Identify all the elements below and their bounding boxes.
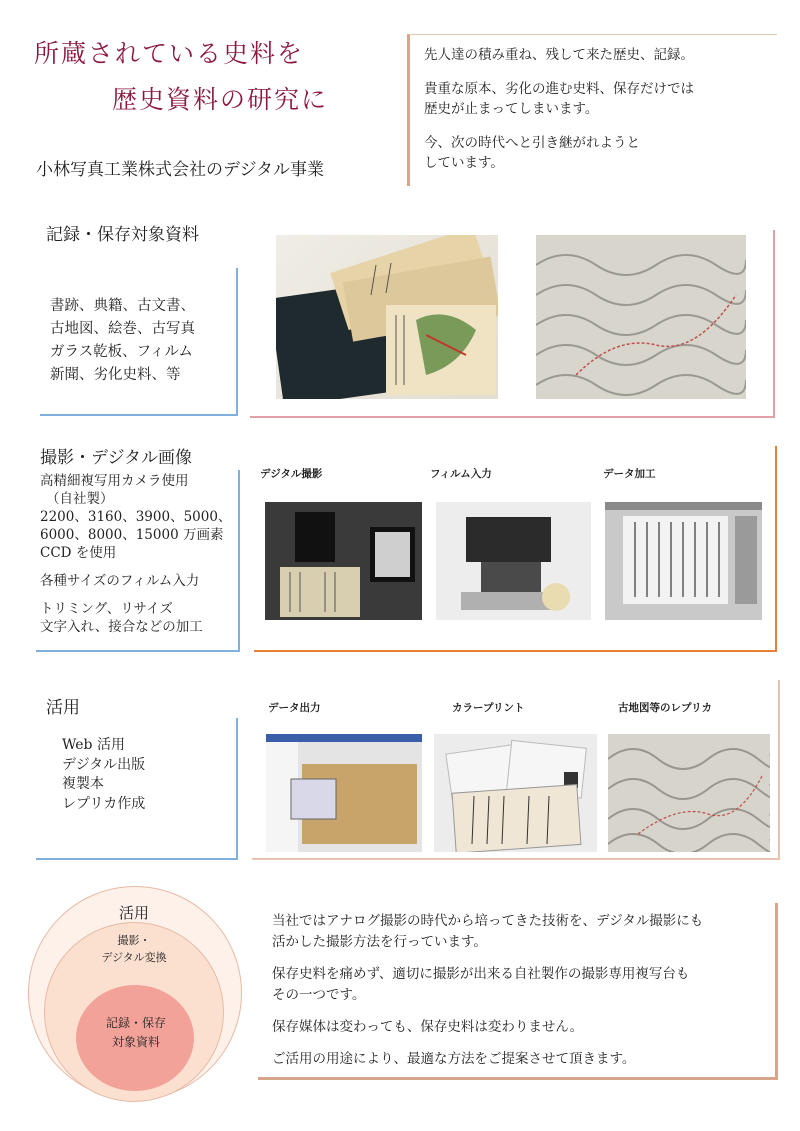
list-item: 文字入れ、接合などの加工 xyxy=(40,619,203,635)
list-item: 書跡、典籍、古文書、 xyxy=(50,298,195,314)
closing-paragraph: 保存史料を痛めず、適切に撮影が出来る自社製作の撮影専用複写台も その一つです。 xyxy=(272,966,690,1003)
diagram-middle-label-line2: デジタル変換 xyxy=(101,951,167,964)
page-title-line1: 所蔵されている史料を xyxy=(34,39,305,68)
photo-data-processing-screen xyxy=(605,502,762,620)
digital-list xyxy=(40,472,231,636)
intro-paragraph: 今、次の時代へと引き継がれようと しています。 xyxy=(424,135,640,171)
materials-list xyxy=(50,295,195,387)
photo-data-output-screen xyxy=(266,734,422,852)
caption-data-output: データ出力 xyxy=(268,702,321,714)
list-item: 複製本 xyxy=(62,776,104,792)
list-item: 高精細複写用カメラ使用 xyxy=(40,473,189,489)
photo-map-replica xyxy=(608,734,770,852)
caption-digital-shooting: デジタル撮影 xyxy=(260,468,323,480)
list-item: レプリカ作成 xyxy=(62,795,146,812)
caption-color-print: カラープリント xyxy=(452,702,525,714)
list-item: 古地図、絵巻、古写真 xyxy=(50,321,195,337)
section-title-utilization: 活用 xyxy=(46,698,80,718)
list-item: CCD を使用 xyxy=(40,545,117,561)
list-item: デジタル出版 xyxy=(62,756,146,773)
list-item: （自社製） xyxy=(46,491,114,507)
list-item: 各種サイズのフィルム入力 xyxy=(40,573,200,589)
diagram-outer-label: 活用 xyxy=(118,904,149,922)
list-item: 6000、8000、15000 万画素 xyxy=(40,527,224,543)
section-title-digital: 撮影・デジタル画像 xyxy=(40,448,192,468)
closing-paragraph: ご活用の用途により、最適な方法をご提案させて頂きます。 xyxy=(272,1051,636,1067)
diagram-inner-label-line1: 記録・保存 xyxy=(105,1016,166,1030)
list-item: ガラス乾板、フィルム xyxy=(50,344,193,360)
page-title-line2: 歴史資料の研究に xyxy=(112,85,329,114)
diagram-middle-label-line1: 撮影・ xyxy=(117,934,151,947)
diagram-inner-label-line2: 対象資料 xyxy=(111,1035,160,1049)
photo-digital-camera xyxy=(265,502,422,620)
closing-text-box xyxy=(258,903,778,1080)
utilization-list xyxy=(62,736,145,814)
list-item: 2200、3160、3900、5000、 xyxy=(40,509,232,525)
list-item: Web 活用 xyxy=(62,737,125,753)
intro-paragraph: 先人達の積み重ね、残して来た歴史、記録。 xyxy=(424,47,694,63)
photo-ancient-books xyxy=(276,235,498,399)
caption-map-replica: 古地図等のレプリカ xyxy=(618,702,712,714)
caption-film-input: フィルム入力 xyxy=(430,468,492,480)
photo-color-prints xyxy=(434,734,597,852)
section-title-materials: 記録・保存対象資料 xyxy=(46,225,199,245)
caption-data-processing: データ加工 xyxy=(603,468,656,480)
intro-box xyxy=(407,34,777,186)
list-item: トリミング、リサイズ xyxy=(40,601,173,617)
closing-paragraph: 当社ではアナログ撮影の時代から培ってきた技術を、デジタル撮影にも 活かした撮影方法を行っています。 xyxy=(272,913,704,950)
closing-paragraph: 保存媒体は変わっても、保存史料は変わりません。 xyxy=(272,1019,584,1035)
photo-old-map xyxy=(536,235,746,399)
company-subtitle: 小林写真工業株式会社のデジタル事業 xyxy=(36,160,324,180)
list-item: 新聞、劣化史料、等 xyxy=(50,367,181,383)
intro-paragraph: 貴重な原本、劣化の進む史料、保存だけでは 歴史が止まってしまいます。 xyxy=(424,81,694,117)
photo-film-scanner xyxy=(436,502,591,620)
